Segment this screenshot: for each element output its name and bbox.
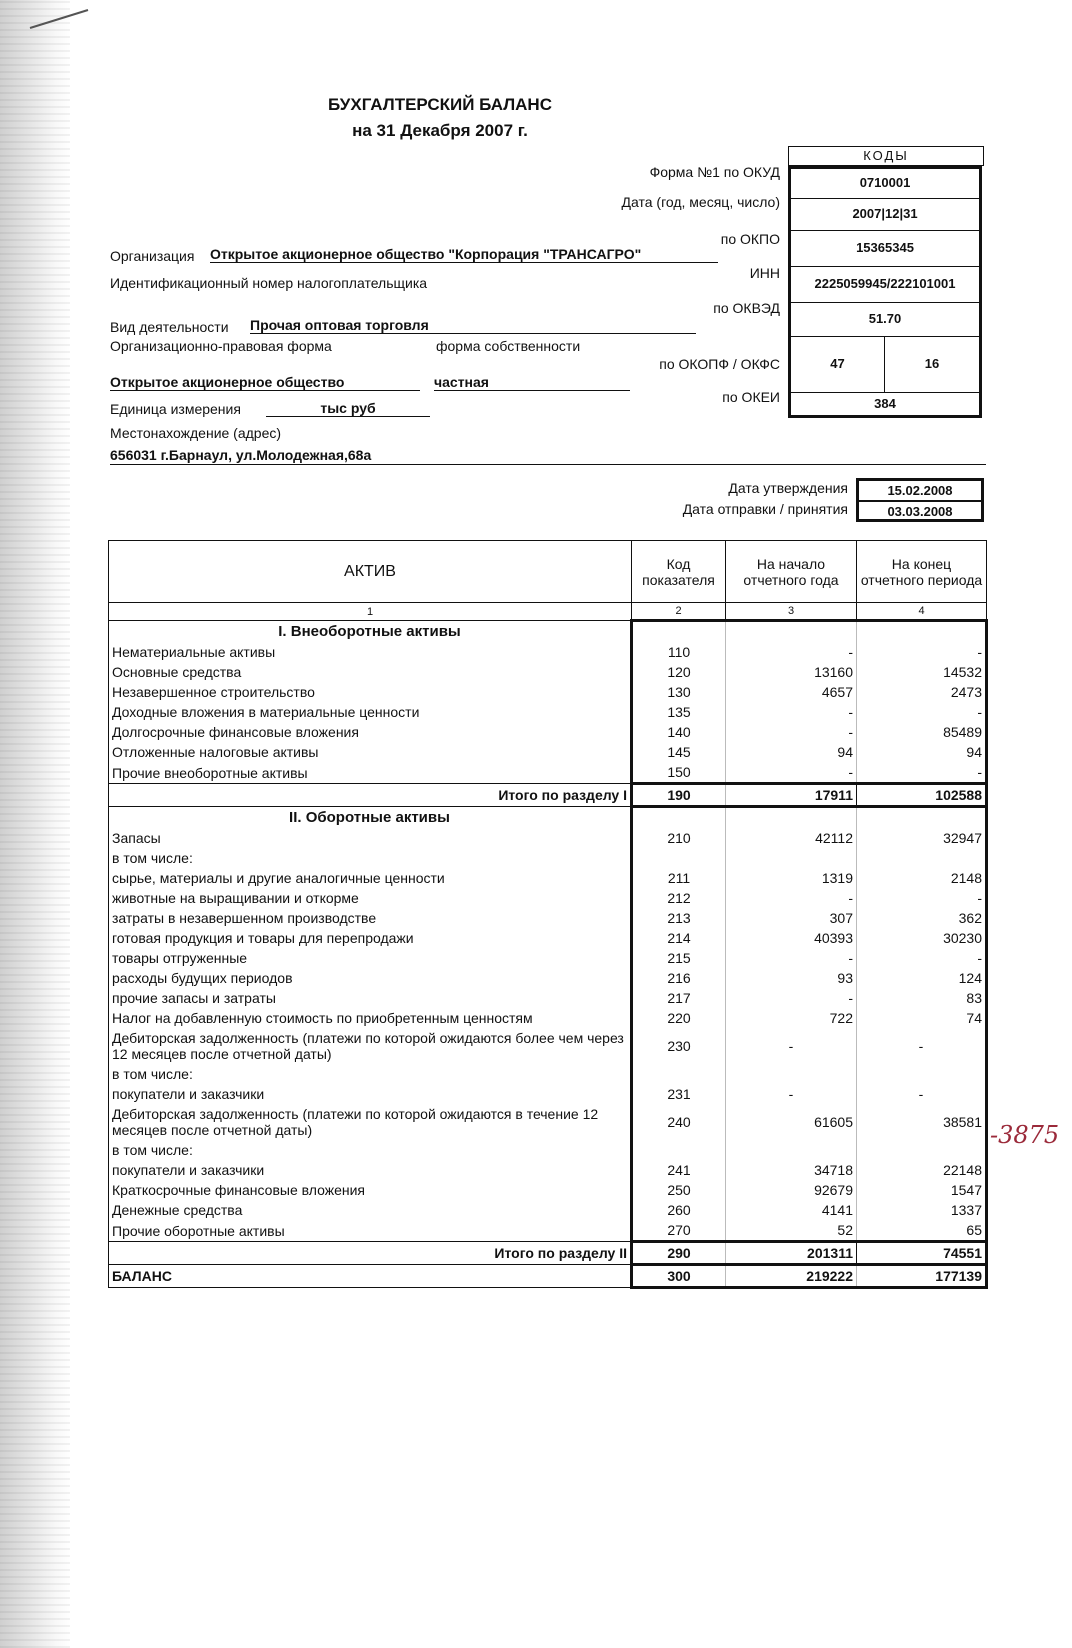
row-label: расходы будущих периодов — [109, 968, 632, 988]
table-row — [109, 1140, 987, 1160]
row-label: покупатели и заказчики — [109, 1160, 632, 1180]
row-label: сырье, материалы и другие аналогичные ценности — [109, 868, 632, 888]
section-1-total-row — [109, 784, 987, 807]
row-end-value: 94 — [857, 742, 987, 762]
row-code: 190 — [632, 784, 726, 807]
ownership-label: форма собственности — [436, 338, 581, 354]
row-end-value: - — [857, 642, 987, 662]
table-row — [109, 888, 987, 908]
unit-label: Единица измерения — [110, 401, 241, 417]
row-code — [632, 1140, 726, 1160]
sent-date: 03.03.2008 — [887, 504, 953, 519]
row-code: 250 — [632, 1180, 726, 1200]
row-start-value: - — [726, 1084, 857, 1104]
row-end-value: 2148 — [857, 868, 987, 888]
table-row — [109, 868, 987, 888]
row-end-value: - — [857, 702, 987, 722]
table-row — [109, 662, 987, 682]
row-code: 210 — [632, 828, 726, 848]
row-start-value: - — [726, 988, 857, 1008]
row-label: Основные средства — [109, 662, 632, 682]
table-row — [109, 948, 987, 968]
row-start-value: - — [726, 1028, 857, 1064]
row-label: в том числе: — [109, 1140, 632, 1160]
row-code — [632, 807, 726, 829]
row-code: 300 — [632, 1265, 726, 1288]
row-label: Незавершенное строительство — [109, 682, 632, 702]
row-start-value: 201311 — [726, 1242, 857, 1265]
row-start-value — [726, 1064, 857, 1084]
ownership-value: частная — [434, 374, 630, 391]
okved-code: 51.70 — [791, 303, 979, 337]
inn-code-label: ИНН — [749, 265, 780, 281]
row-start-value: - — [726, 642, 857, 662]
row-end-value: - — [857, 948, 987, 968]
table-row — [109, 1028, 987, 1064]
row-code: 213 — [632, 908, 726, 928]
row-code: 150 — [632, 762, 726, 784]
row-end-value: 177139 — [857, 1265, 987, 1288]
row-label: Дебиторская задолженность (платежи по которой ожидаются более чем через 12 месяцев после отчетной даты) — [109, 1028, 632, 1064]
okpo-code: 15365345 — [791, 231, 979, 267]
col-number: 2 — [632, 603, 726, 621]
row-code: 216 — [632, 968, 726, 988]
row-label: покупатели и заказчики — [109, 1084, 632, 1104]
date-label: Дата (год, месяц, число) — [621, 194, 780, 210]
table-row — [109, 1220, 987, 1242]
row-start-value: - — [726, 888, 857, 908]
org-name: Открытое акционерное общество "Корпорация "ТРАНСАГРО" — [210, 246, 718, 263]
doc-title: БУХГАЛТЕРСКИЙ БАЛАНС — [328, 95, 552, 114]
okopf-label: по ОКОПФ / ОКФС — [659, 356, 780, 372]
row-label: Дебиторская задолженность (платежи по которой ожидаются в течение 12 месяцев после отчетной даты) — [109, 1104, 632, 1140]
row-label: животные на выращивании и откорме — [109, 888, 632, 908]
table-row — [109, 968, 987, 988]
unit-value: тыс руб — [266, 400, 430, 417]
address-divider — [110, 464, 986, 465]
okpo-label: по ОКПО — [720, 231, 780, 247]
approval-date: 15.02.2008 — [859, 481, 981, 502]
okud-code: 0710001 — [791, 169, 979, 199]
row-label: в том числе: — [109, 1064, 632, 1084]
table-row — [109, 988, 987, 1008]
row-label: готовая продукция и товары для перепродажи — [109, 928, 632, 948]
row-start-value: 1319 — [726, 868, 857, 888]
org-label: Организация — [110, 248, 195, 264]
table-row — [109, 1160, 987, 1180]
row-label: в том числе: — [109, 848, 632, 868]
table-row — [109, 848, 987, 868]
row-start-value — [726, 848, 857, 868]
header-activ: АКТИВ — [109, 541, 632, 603]
table-row — [109, 762, 987, 784]
table-row — [109, 1180, 987, 1200]
row-code: 145 — [632, 742, 726, 762]
section-1-heading: I. Внеоборотные активы — [109, 621, 632, 643]
row-label: Прочие внеоборотные активы — [109, 762, 632, 784]
row-code — [632, 621, 726, 643]
dates-box — [856, 478, 984, 522]
row-end-value: 124 — [857, 968, 987, 988]
section-2-total-row — [109, 1242, 987, 1265]
row-start-value: 17911 — [726, 784, 857, 807]
row-end-value: 74 — [857, 1008, 987, 1028]
section-2-heading: II. Оборотные активы — [109, 807, 632, 829]
row-code: 231 — [632, 1084, 726, 1104]
row-code: 260 — [632, 1200, 726, 1220]
row-end-value — [857, 848, 987, 868]
col-number: 3 — [726, 603, 857, 621]
row-code: 240 — [632, 1104, 726, 1140]
activity-value: Прочая оптовая торговля — [250, 317, 696, 334]
row-start-value: - — [726, 762, 857, 784]
okfs-code: 16 — [885, 337, 979, 393]
okud-label: Форма №1 по ОКУД — [649, 164, 780, 180]
row-start-value: - — [726, 722, 857, 742]
row-start-value: 34718 — [726, 1160, 857, 1180]
header-code: Код показателя — [632, 541, 726, 603]
row-label: Денежные средства — [109, 1200, 632, 1220]
row-end-value: 74551 — [857, 1242, 987, 1265]
row-code: 220 — [632, 1008, 726, 1028]
address-value: 656031 г.Барнаул, ул.Молодежная,68а — [110, 447, 372, 463]
row-end-value: 65 — [857, 1220, 987, 1242]
table-row — [109, 1200, 987, 1220]
header-start: На начало отчетного года — [726, 541, 857, 603]
legal-form-label: Организационно-правовая форма — [110, 338, 332, 354]
table-row — [109, 1064, 987, 1084]
codes-header: КОДЫ — [788, 146, 984, 166]
row-end-value: 32947 — [857, 828, 987, 848]
row-end-value: 362 — [857, 908, 987, 928]
row-label: Итого по разделу I — [109, 784, 632, 807]
row-end-value: - — [857, 1084, 987, 1104]
balance-table — [108, 540, 988, 1289]
section-heading-row — [109, 621, 987, 643]
table-row — [109, 702, 987, 722]
row-end-value: 85489 — [857, 722, 987, 742]
row-end-value: 30230 — [857, 928, 987, 948]
inn-code: 2225059945/222101001 — [791, 267, 979, 303]
row-code: 130 — [632, 682, 726, 702]
scan-mark-icon — [28, 6, 98, 36]
row-start-value: 94 — [726, 742, 857, 762]
row-label: Доходные вложения в материальные ценности — [109, 702, 632, 722]
table-row — [109, 742, 987, 762]
row-end-value: 83 — [857, 988, 987, 1008]
row-start-value: 307 — [726, 908, 857, 928]
row-code: 120 — [632, 662, 726, 682]
row-start-value: 4141 — [726, 1200, 857, 1220]
activity-label: Вид деятельности — [110, 319, 229, 335]
row-code: 270 — [632, 1220, 726, 1242]
row-start-value — [726, 1140, 857, 1160]
row-end-value: 14532 — [857, 662, 987, 682]
balance-total-row — [109, 1265, 987, 1288]
row-label: Краткосрочные финансовые вложения — [109, 1180, 632, 1200]
row-end-value — [857, 1140, 987, 1160]
header-end: На конец отчетного периода — [857, 541, 987, 603]
row-end-value: 1337 — [857, 1200, 987, 1220]
row-start-value: 4657 — [726, 682, 857, 702]
row-start-value: 40393 — [726, 928, 857, 948]
section-heading-row — [109, 807, 987, 829]
row-code: 214 — [632, 928, 726, 948]
row-start-value: 219222 — [726, 1265, 857, 1288]
okei-label: по ОКЕИ — [722, 389, 780, 405]
row-code: 140 — [632, 722, 726, 742]
row-start-value: 92679 — [726, 1180, 857, 1200]
row-code: 211 — [632, 868, 726, 888]
row-start-value: - — [726, 948, 857, 968]
row-code: 230 — [632, 1028, 726, 1064]
table-row — [109, 642, 987, 662]
row-label: затраты в незавершенном производстве — [109, 908, 632, 928]
table-row — [109, 928, 987, 948]
row-start-value: 61605 — [726, 1104, 857, 1140]
table-row — [109, 1084, 987, 1104]
table-row — [109, 1008, 987, 1028]
row-code: 212 — [632, 888, 726, 908]
row-end-value: - — [857, 888, 987, 908]
row-start-value: 722 — [726, 1008, 857, 1028]
col-number: 4 — [857, 603, 987, 621]
table-row — [109, 722, 987, 742]
row-label: Долгосрочные финансовые вложения — [109, 722, 632, 742]
row-label: Нематериальные активы — [109, 642, 632, 662]
row-end-value: 38581 — [857, 1104, 987, 1140]
row-end-value: - — [857, 762, 987, 784]
row-end-value: 1547 — [857, 1180, 987, 1200]
row-code — [632, 848, 726, 868]
row-end-value: 22148 — [857, 1160, 987, 1180]
scan-edge — [0, 0, 70, 1648]
okopf-code: 47 — [791, 337, 885, 393]
table-row — [109, 1104, 987, 1140]
sent-label: Дата отправки / принятия — [682, 501, 848, 517]
row-start-value: - — [726, 702, 857, 722]
row-label: товары отгруженные — [109, 948, 632, 968]
legal-form-value: Открытое акционерное общество — [110, 374, 420, 391]
address-label: Местонахождение (адрес) — [110, 425, 282, 441]
row-end-value — [857, 621, 987, 643]
row-label: прочие запасы и затраты — [109, 988, 632, 1008]
row-code: 217 — [632, 988, 726, 1008]
okved-label: по ОКВЭД — [713, 300, 780, 316]
col-number: 1 — [109, 603, 632, 621]
row-label: Итого по разделу II — [109, 1242, 632, 1265]
handwritten-note: -3875 — [990, 1121, 1060, 1149]
row-label: Прочие оборотные активы — [109, 1220, 632, 1242]
row-label: Налог на добавленную стоимость по приобретенным ценностям — [109, 1008, 632, 1028]
row-start-value: 93 — [726, 968, 857, 988]
row-start-value — [726, 621, 857, 643]
table-row — [109, 682, 987, 702]
taxpayer-id-label: Идентификационный номер налогоплательщика — [110, 275, 428, 291]
row-end-value: - — [857, 1028, 987, 1064]
row-start-value: 13160 — [726, 662, 857, 682]
okei-code: 384 — [874, 396, 896, 411]
row-code: 110 — [632, 642, 726, 662]
row-code: 215 — [632, 948, 726, 968]
row-end-value — [857, 1064, 987, 1084]
row-start-value: 42112 — [726, 828, 857, 848]
row-end-value: 102588 — [857, 784, 987, 807]
doc-date: на 31 Декабря 2007 г. — [352, 121, 528, 140]
row-end-value — [857, 807, 987, 829]
row-label: Отложенные налоговые активы — [109, 742, 632, 762]
row-code — [632, 1064, 726, 1084]
approval-label: Дата утверждения — [728, 480, 848, 496]
row-end-value: 2473 — [857, 682, 987, 702]
row-start-value: 52 — [726, 1220, 857, 1242]
row-label: Запасы — [109, 828, 632, 848]
table-row — [109, 828, 987, 848]
table-row — [109, 908, 987, 928]
row-code: 290 — [632, 1242, 726, 1265]
row-start-value — [726, 807, 857, 829]
row-code: 241 — [632, 1160, 726, 1180]
codes-box — [788, 166, 982, 418]
row-code: 135 — [632, 702, 726, 722]
row-label: БАЛАНС — [109, 1265, 632, 1288]
date-code: 2007|12|31 — [791, 199, 979, 231]
